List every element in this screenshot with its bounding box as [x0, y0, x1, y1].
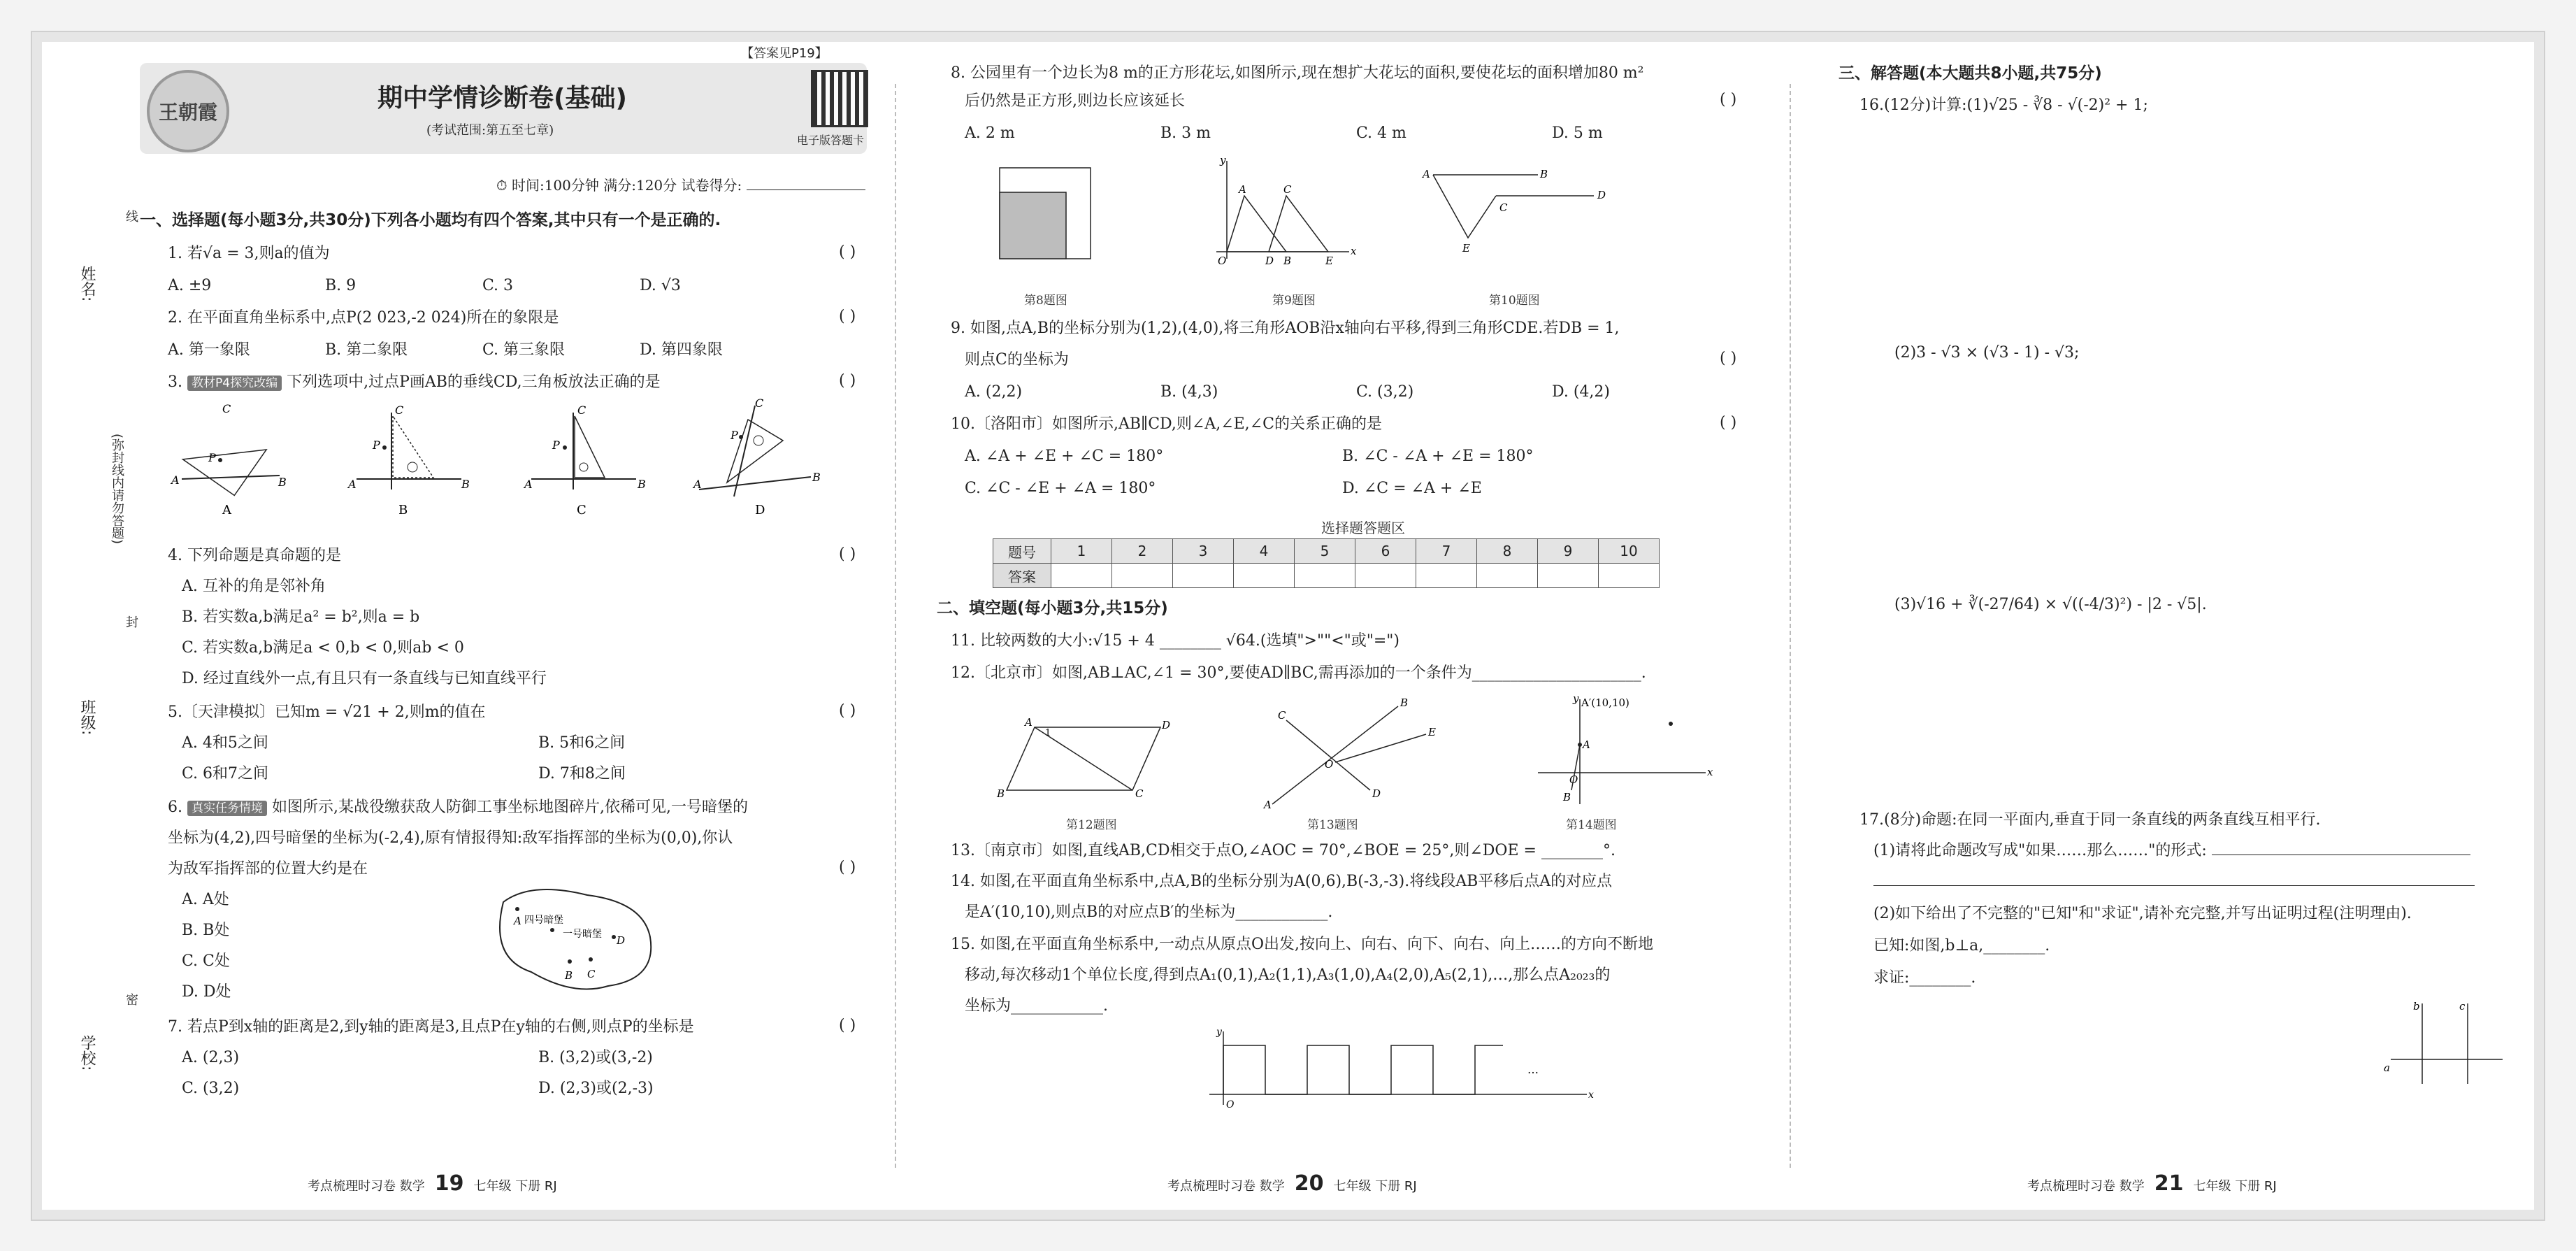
section-2-title: 二、填空题(每小题3分,共15分): [937, 599, 1168, 617]
svg-text:A: A: [693, 478, 702, 491]
q10-option-b: B. ∠C - ∠A + ∠E = 180°: [1342, 448, 1534, 465]
seal-note: (弥封线内请勿答题): [110, 434, 124, 545]
q17-given: 已知:如图,b⊥a,________.: [1873, 937, 2050, 955]
q12-caption: 第12题图: [1066, 818, 1117, 832]
q7-stem: 7. 若点P到x轴的距离是2,到y轴的距离是3,且点P在y轴的右侧,则点P的坐标是: [168, 1018, 694, 1036]
answer-col-num: 10: [1599, 539, 1660, 564]
answer-col-num: 5: [1295, 539, 1355, 564]
q8-line1: 8. 公园里有一个边长为8 m的正方形花坛,如图所示,现在想扩大花坛的面积,要使花坛的面积增加80 m²: [951, 64, 1644, 82]
q6-row1: [168, 797, 748, 819]
svg-text:C: C: [577, 503, 587, 517]
answer-col-num: 2: [1112, 539, 1173, 564]
q6-answer-paren[interactable]: ( ): [839, 859, 856, 876]
svg-text:O: O: [1226, 1099, 1235, 1110]
svg-text:y: y: [1220, 154, 1226, 166]
svg-text:C: C: [577, 403, 587, 417]
q3-figure-a: [170, 402, 287, 517]
q15-figure: [1202, 1028, 1594, 1112]
answer-table-answer-row: [993, 564, 1660, 588]
q10-answer-paren[interactable]: ( ): [1720, 414, 1737, 431]
q8-option-d: D. 5 m: [1552, 124, 1603, 142]
q13-stem: 13.〔南京市〕如图,直线AB,CD相交于点O,∠AOC = 70°,∠BOE = 25°,则∠DOE = ________°.: [951, 842, 1616, 859]
q9-option-d: D. (4,2): [1552, 383, 1610, 401]
answer-col-num: 1: [1051, 539, 1112, 564]
q2-option-c: C. 第三象限: [482, 341, 566, 359]
q17-part2: (2)如下给出了不完整的"已知"和"求证",请补充完整,并写出证明过程(注明理由).: [1873, 905, 2412, 922]
footer-grade: 七年级 下册 RJ: [1333, 1179, 1417, 1194]
q2-stem: 2. 在平面直角坐标系中,点P(2 023,-2 024)所在的象限是: [168, 309, 559, 327]
footer-page-19: [308, 1171, 557, 1196]
q3-figure-b: [347, 403, 470, 517]
svg-text:C: C: [755, 399, 764, 410]
footer-grade: 七年级 下册 RJ: [2193, 1179, 2277, 1194]
answer-cell[interactable]: [1477, 564, 1538, 588]
answer-reference: 【答案见P19】: [741, 46, 828, 61]
q4-option-c: C. 若实数a,b满足a < 0,b < 0,则ab < 0: [182, 639, 464, 657]
svg-text:A: A: [1239, 183, 1246, 196]
q17-figure: [2384, 993, 2510, 1091]
q9-figure: [1216, 154, 1357, 267]
answer-col-num: 9: [1538, 539, 1599, 564]
q17-part1-line2: [1873, 871, 2475, 892]
page-number: 19: [434, 1171, 464, 1196]
q12-figure: [996, 716, 1170, 800]
svg-text:D: D: [617, 934, 626, 947]
svg-text:C: C: [1135, 787, 1144, 800]
svg-text:B: B: [278, 476, 287, 489]
q14-line2: 是A′(10,10),则点B的对应点B′的坐标为____________.: [965, 903, 1333, 921]
answer-cell[interactable]: [1295, 564, 1355, 588]
q1-option-d: D. √3: [640, 277, 681, 294]
q15-line2: 移动,每次移动1个单位长度,得到点A₁(0,1),A₂(1,1),A₃(1,0),A₄(2,0),A₅(2,1),…,那么点A₂₀₂₃的: [965, 966, 1611, 984]
answer-cell[interactable]: [1112, 564, 1173, 588]
q3-stem-row: [168, 372, 661, 394]
svg-text:O: O: [1325, 758, 1334, 771]
svg-text:A: A: [348, 478, 357, 491]
svg-text:x: x: [1351, 245, 1357, 257]
q6-line1: 如图所示,某战役缴获敌人防御工事坐标地图碎片,依稀可见,一号暗堡的: [272, 799, 748, 816]
svg-text:D: D: [1597, 189, 1606, 201]
q4-option-a: A. 互补的角是邻补角: [182, 578, 326, 595]
answer-cell[interactable]: [1599, 564, 1660, 588]
footer-series: 考点梳理时习卷 数学: [1167, 1179, 1285, 1194]
q4-stem: 4. 下列命题是真命题的是: [168, 547, 341, 564]
footer-page-21: [2027, 1171, 2277, 1196]
q6-option-d: D. D处: [182, 983, 231, 1001]
column-page-20: [937, 63, 1765, 1133]
q14-caption: 第14题图: [1566, 818, 1617, 832]
q1-answer-paren[interactable]: ( ): [839, 243, 856, 261]
q5-option-a: A. 4和5之间: [182, 734, 268, 752]
svg-text:1: 1: [1045, 728, 1051, 738]
answer-col-num: 3: [1173, 539, 1234, 564]
answer-cell[interactable]: [1234, 564, 1295, 588]
svg-text:A: A: [1264, 799, 1272, 811]
q9-caption: 第9题图: [1272, 294, 1316, 308]
q13-caption: 第13题图: [1307, 818, 1358, 832]
q13-figure: [1262, 696, 1436, 811]
q6-line2: 坐标为(4,2),四号暗堡的坐标为(-2,4),原有情报得知:敌军指挥部的坐标为(0,0),你认: [168, 829, 733, 847]
q9-line1: 9. 如图,点A,B的坐标分别为(1,2),(4,0),将三角形AOB沿x轴向右平移,得到三角形CDE.若DB = 1,: [951, 320, 1620, 337]
svg-text:E: E: [1462, 242, 1470, 255]
map-label-fort4: 四号暗堡: [524, 915, 563, 926]
q8-option-c: C. 4 m: [1356, 124, 1406, 142]
section-1-title: 一、选择题(每小题3分,共30分)下列各小题均有四个答案,其中只有一个是正确的.: [140, 211, 721, 229]
seal-mi-label: 密: [124, 993, 138, 1006]
svg-text:B: B: [398, 503, 408, 517]
q15-line3: 坐标为____________.: [965, 997, 1108, 1015]
q17-part1-text: (1)请将此命题改写成"如果……那么……"的形式:: [1873, 842, 2207, 859]
svg-text:b: b: [2413, 1000, 2420, 1013]
footer-page-20: [1167, 1171, 1417, 1196]
svg-text:P: P: [208, 451, 216, 464]
column-divider: [895, 84, 896, 1168]
svg-text:A: A: [1583, 738, 1590, 751]
svg-text:E: E: [1325, 255, 1333, 267]
q2-answer-paren[interactable]: ( ): [839, 308, 856, 325]
q7-answer-paren[interactable]: ( ): [839, 1017, 856, 1034]
q3-figure-d: [692, 399, 821, 517]
svg-text:A: A: [1025, 716, 1032, 729]
svg-text:A: A: [171, 473, 180, 487]
q1-stem: 1. 若√a = 3,则a的值为: [168, 245, 330, 262]
q9-line2: 则点C的坐标为: [965, 351, 1069, 369]
q6-line3: 为敌军指挥部的位置大约是在: [168, 860, 368, 878]
q14-figure: [1538, 692, 1713, 804]
column-page-19: [140, 46, 874, 1133]
svg-text:D: D: [1265, 255, 1274, 267]
exam-meta: [496, 175, 865, 196]
svg-text:B: B: [638, 478, 646, 491]
q5-option-d: D. 7和8之间: [538, 765, 626, 782]
q8-figure: [1000, 168, 1091, 259]
svg-text:B: B: [1283, 255, 1292, 267]
svg-text:C: C: [587, 968, 596, 980]
svg-text:a: a: [2384, 1061, 2390, 1074]
svg-text:P: P: [552, 438, 560, 452]
svg-text:B: B: [1400, 696, 1409, 709]
answer-cell[interactable]: [1355, 564, 1416, 588]
school-label: 学校:: [78, 1035, 96, 1071]
svg-text:x: x: [1707, 766, 1713, 778]
footer-series: 考点梳理时习卷 数学: [2027, 1179, 2145, 1194]
page-number: 21: [2154, 1171, 2184, 1196]
svg-text:B: B: [812, 471, 821, 484]
q10-option-a: A. ∠A + ∠E + ∠C = 180°: [965, 448, 1164, 465]
q9-option-c: C. (3,2): [1356, 383, 1414, 401]
exam-header: [140, 63, 867, 154]
svg-text:C: C: [1278, 709, 1286, 722]
q12-q14-figures: [979, 692, 1748, 811]
class-label: 班级:: [78, 699, 96, 736]
q8-option-b: B. 3 m: [1160, 124, 1211, 142]
q10-figure: [1421, 168, 1606, 255]
map-label-fort1: 一号暗堡: [563, 929, 602, 940]
q16-part1: 16.(12分)计算:(1)√25 - ∛8 - √(-2)² + 1;: [1859, 96, 2148, 114]
publisher-logo: 王朝霞: [147, 70, 229, 152]
seal-label: 封: [124, 615, 138, 628]
answer-table: [993, 538, 1660, 588]
q1-option-a: A. ±9: [168, 277, 212, 294]
q6-option-a: A. A处: [182, 891, 229, 908]
exam-meta-text: 时间:100分钟 满分:120分 试卷得分:: [511, 177, 742, 194]
svg-text:y: y: [1573, 692, 1579, 705]
q3-number: 3.: [168, 373, 182, 391]
q3-tag: 教材P4探究改编: [187, 376, 282, 391]
q10-stem: 10.〔洛阳市〕如图所示,AB∥CD,则∠A,∠E,∠C的关系正确的是: [951, 415, 1382, 433]
q7-option-a: A. (2,3): [182, 1049, 240, 1066]
q4-option-d: D. 经过直线外一点,有且只有一条直线与已知直线平行: [182, 670, 547, 687]
q7-option-d: D. (2,3)或(2,-3): [538, 1080, 654, 1097]
q12-stem: 12.〔北京市〕如图,AB⊥AC,∠1 = 30°,要使AD∥BC,需再添加的一个条件为______________________.: [951, 664, 1646, 682]
svg-text:A: A: [1423, 168, 1430, 180]
q4-answer-paren[interactable]: ( ): [839, 545, 856, 563]
answer-col-num: 4: [1234, 539, 1295, 564]
svg-text:D: D: [755, 503, 765, 517]
svg-text:P: P: [373, 438, 380, 452]
answer-cell[interactable]: [1538, 564, 1599, 588]
q5-answer-paren[interactable]: ( ): [839, 702, 856, 720]
svg-text:A: A: [514, 915, 521, 927]
answer-cell[interactable]: [1173, 564, 1234, 588]
q17-part1-blank-2[interactable]: [1873, 885, 2475, 886]
svg-text:y: y: [1216, 1028, 1222, 1038]
answer-table-title: 选择题答题区: [1321, 520, 1405, 536]
q5-option-b: B. 5和6之间: [538, 734, 626, 752]
q14-line1: 14. 如图,在平面直角坐标系中,点A,B的坐标分别为A(0,6),B(-3,-3).将线段AB平移后点A的对应点: [951, 873, 1613, 890]
q6-number: 6.: [168, 799, 182, 816]
answer-table-header-row: [993, 539, 1660, 564]
q1-option-c: C. 3: [482, 277, 514, 294]
svg-text:E: E: [1428, 726, 1436, 738]
q10-option-d: D. ∠C = ∠A + ∠E: [1342, 480, 1482, 497]
q6-map-fragment: [489, 881, 671, 1000]
qr-code-icon[interactable]: [811, 70, 868, 127]
q9-answer-paren[interactable]: ( ): [1720, 350, 1737, 367]
q2-option-b: B. 第二象限: [325, 341, 408, 359]
svg-text:B: B: [997, 787, 1005, 800]
svg-text:B: B: [461, 478, 470, 491]
q7-option-b: B. (3,2)或(3,-2): [538, 1049, 653, 1066]
q8-line2: 后仍然是正方形,则边长应该延长: [965, 92, 1185, 110]
column-divider: [1790, 84, 1791, 1168]
svg-text:O: O: [1218, 255, 1227, 267]
q8-caption: 第8题图: [1024, 294, 1067, 308]
q9-option-a: A. (2,2): [965, 383, 1023, 401]
q1-option-b: B. 9: [325, 277, 357, 294]
svg-text:A: A: [524, 478, 533, 491]
exam-scope: (考试范围:第五至七章): [426, 123, 554, 138]
q10-caption: 第10题图: [1489, 294, 1540, 308]
q17-prove: 求证:________.: [1873, 969, 1976, 987]
answer-row-label: 答案: [993, 564, 1051, 588]
footer-series: 考点梳理时习卷 数学: [308, 1179, 425, 1194]
svg-text:C: C: [395, 403, 404, 417]
seal-line-label: 线: [124, 210, 138, 222]
answer-col-num: 8: [1477, 539, 1538, 564]
q3-figure-c: [523, 403, 646, 517]
q3-figures: [168, 399, 839, 524]
exam-sheet: [42, 42, 2534, 1210]
svg-text:D: D: [1372, 787, 1381, 800]
q14-point-label: A′(10,10): [1581, 696, 1629, 709]
q2-option-d: D. 第四象限: [640, 341, 723, 359]
answer-col-num: 6: [1355, 539, 1416, 564]
q4-option-b: B. 若实数a,b满足a² = b²,则a = b: [182, 608, 420, 626]
q16-part3: (3)√16 + ∛(-27/64) × √((-4/3)²) - |2 - √5|.: [1894, 596, 2207, 613]
q8-answer-paren[interactable]: ( ): [1720, 91, 1737, 108]
svg-text:B: B: [565, 969, 573, 982]
clock-icon: ⏱: [496, 177, 508, 194]
q8-option-a: A. 2 m: [965, 124, 1015, 142]
q6-option-c: C. C处: [182, 952, 230, 970]
answer-table-label: 题号: [993, 539, 1051, 564]
page-number: 20: [1294, 1171, 1324, 1196]
q2-option-a: A. 第一象限: [168, 341, 250, 359]
q5-stem: 5.〔天津模拟〕已知m = √21 + 2,则m的值在: [168, 703, 486, 721]
svg-text:P: P: [731, 429, 738, 442]
svg-text:O: O: [1569, 773, 1578, 786]
svg-text:A: A: [222, 503, 231, 517]
svg-text:B: B: [1540, 168, 1548, 180]
name-label: 姓名:: [78, 266, 96, 302]
q11-stem: 11. 比较两数的大小:√15 + 4 ________ √64.(选填">""<"或"="): [951, 632, 1399, 650]
q7-option-c: C. (3,2): [182, 1080, 240, 1097]
svg-text:C: C: [1499, 201, 1508, 214]
svg-text:C: C: [1283, 183, 1292, 196]
q6-option-b: B. B处: [182, 922, 230, 939]
q9-option-b: B. (4,3): [1160, 383, 1218, 401]
q6-tag: 真实任务情境: [187, 801, 267, 816]
svg-text:C: C: [222, 402, 231, 415]
svg-text:B: B: [1563, 791, 1571, 803]
svg-text:x: x: [1588, 1089, 1594, 1101]
q3-stem: 下列选项中,过点P画AB的垂线CD,三角板放法正确的是: [287, 373, 661, 391]
qr-caption: 电子版答题卡: [797, 134, 865, 147]
svg-text:D: D: [1162, 719, 1171, 731]
q17-stem: 17.(8分)命题:在同一平面内,垂直于同一条直线的两条直线互相平行.: [1859, 811, 2321, 829]
answer-cell[interactable]: [1051, 564, 1112, 588]
section-3-title: 三、解答题(本大题共8小题,共75分): [1839, 64, 2102, 83]
answer-cell[interactable]: [1416, 564, 1477, 588]
q5-option-c: C. 6和7之间: [182, 765, 269, 782]
footer-grade: 七年级 下册 RJ: [473, 1179, 557, 1194]
svg-text:…: …: [1527, 1063, 1539, 1076]
column-page-21: [1839, 63, 2510, 1133]
q15-line1: 15. 如图,在平面直角坐标系中,一动点从原点O出发,按向上、向右、向下、向右、向上……的方向不断地: [951, 936, 1653, 953]
exam-title: 期中学情诊断卷(基础): [377, 84, 627, 113]
q10-option-c: C. ∠C - ∠E + ∠A = 180°: [965, 480, 1156, 497]
q8-q10-figures: [979, 154, 1748, 287]
answer-col-num: 7: [1416, 539, 1477, 564]
q17-part1: [1873, 841, 2470, 862]
q16-part2: (2)3 - √3 × (√3 - 1) - √3;: [1894, 344, 2080, 362]
svg-text:c: c: [2459, 1000, 2466, 1013]
q3-answer-paren[interactable]: ( ): [839, 372, 856, 389]
